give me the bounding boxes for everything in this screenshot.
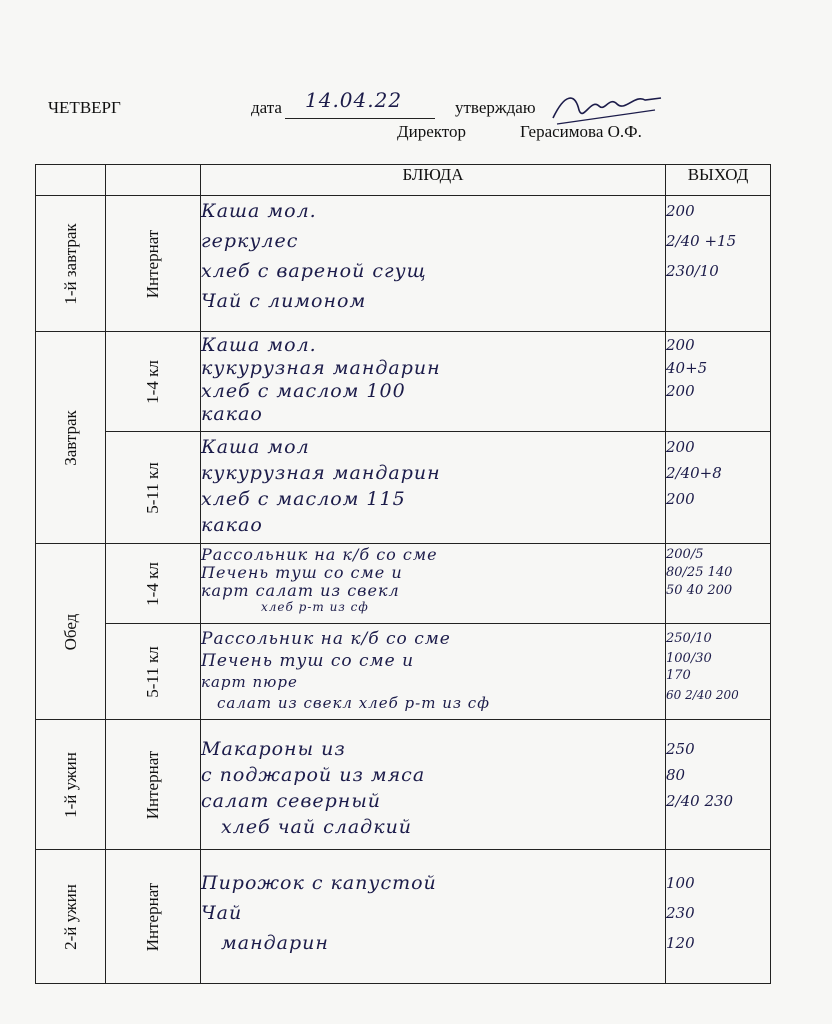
group-cell	[106, 624, 201, 720]
output-cell	[666, 432, 771, 544]
dish-line: Каша мол.	[201, 200, 317, 222]
dish-line: Печень туш со сме и	[201, 564, 403, 582]
group-cell	[106, 332, 201, 432]
approve-label: утверждаю	[455, 98, 536, 117]
group-cell	[106, 432, 201, 544]
dishes-column-header: БЛЮДА	[201, 165, 666, 196]
dish-line: Рассольник на к/б со сме	[201, 629, 451, 649]
dish-line: хлеб с вареной сгущ	[201, 260, 427, 282]
dish-line: Чай	[201, 902, 243, 924]
dish-line: хлеб с маслом 100	[201, 380, 406, 402]
output-line: 200	[666, 382, 695, 400]
group-cell	[106, 850, 201, 984]
output-line: 200/5	[666, 547, 704, 562]
dish-line: хлеб р-т из сф	[261, 600, 369, 614]
table-row	[36, 720, 771, 850]
table-row	[36, 850, 771, 984]
group-label: 1-4 кл	[143, 561, 162, 606]
dish-line: Рассольник на к/б со сме	[201, 546, 438, 564]
dishes-cell	[201, 432, 666, 544]
dish-line: с поджарой из мяса	[201, 764, 426, 786]
output-line: 80	[666, 766, 686, 784]
group-cell	[106, 720, 201, 850]
output-line: 200	[666, 438, 695, 456]
dish-line: карт пюре	[201, 673, 298, 691]
meal-cell	[36, 332, 106, 544]
dish-line: салат из свекл хлеб р-т из сф	[217, 694, 490, 712]
header-blank-1	[36, 165, 106, 196]
group-label: 1-4 кл	[143, 359, 162, 404]
meal-cell	[36, 544, 106, 720]
dish-line: Макароны из	[201, 738, 346, 760]
group-cell	[106, 544, 201, 624]
dish-line: геркулес	[201, 230, 299, 252]
output-line: 2/40 +15	[666, 232, 737, 250]
dish-line: хлеб чай сладкий	[221, 816, 413, 838]
menu-table	[35, 164, 771, 984]
output-cell	[666, 850, 771, 984]
output-line: 170	[666, 668, 691, 683]
output-cell	[666, 196, 771, 332]
date-label: дата	[251, 98, 282, 117]
meal-label: 1-й ужин	[60, 751, 80, 818]
date-value: 14.04.22	[305, 88, 403, 112]
output-line: 80/25 140	[666, 565, 733, 580]
output-line: 100/30	[666, 651, 712, 666]
table-row	[36, 432, 771, 544]
output-line: 250/10	[666, 631, 712, 646]
dish-line: какао	[201, 403, 263, 425]
output-cell	[666, 624, 771, 720]
group-cell	[106, 196, 201, 332]
meal-cell	[36, 850, 106, 984]
dish-line: салат северный	[201, 790, 382, 812]
meal-label: Обед	[60, 613, 80, 650]
day-heading: ЧЕТВЕРГ	[48, 98, 121, 117]
output-line: 200	[666, 490, 695, 508]
output-line: 2/40 230	[666, 792, 734, 810]
meal-label: 1-й завтрак	[60, 222, 80, 305]
output-line: 250	[666, 740, 695, 758]
output-column-header: ВЫХОД	[666, 165, 771, 196]
table-header-row	[36, 165, 771, 196]
date-underline	[285, 118, 435, 119]
dishes-cell	[201, 196, 666, 332]
meal-cell	[36, 720, 106, 850]
meal-label: Завтрак	[60, 409, 80, 466]
output-line: 60 2/40 200	[666, 688, 739, 702]
output-cell	[666, 332, 771, 432]
dish-line: Печень туш со сме и	[201, 651, 415, 671]
meal-label: 2-й ужин	[60, 883, 80, 950]
output-cell	[666, 720, 771, 850]
output-line: 120	[666, 934, 695, 952]
output-line: 50 40 200	[666, 583, 733, 598]
director-name: Герасимова О.Ф.	[520, 122, 642, 141]
table-row	[36, 624, 771, 720]
dish-line: кукурузная мандарин	[201, 462, 441, 484]
dishes-cell	[201, 544, 666, 624]
dish-line: хлеб с маслом 115	[201, 488, 406, 510]
dishes-cell	[201, 720, 666, 850]
output-line: 2/40+8	[666, 464, 722, 482]
group-label: Интернат	[143, 229, 162, 298]
output-line: 200	[666, 336, 695, 354]
dish-line: мандарин	[221, 932, 329, 954]
dishes-cell	[201, 624, 666, 720]
dishes-cell	[201, 850, 666, 984]
table-row	[36, 332, 771, 432]
dish-line: карт салат из свекл	[201, 582, 400, 600]
output-line: 230	[666, 904, 695, 922]
dish-line: Чай с лимоном	[201, 290, 367, 312]
group-label: 5-11 кл	[143, 461, 162, 514]
dish-line: Каша мол	[201, 436, 310, 458]
table-row	[36, 544, 771, 624]
dish-line: какао	[201, 514, 263, 536]
output-line: 100	[666, 874, 695, 892]
group-label: Интернат	[143, 882, 162, 951]
header-blank-2	[106, 165, 201, 196]
group-label: 5-11 кл	[143, 645, 162, 698]
dish-line: кукурузная мандарин	[201, 357, 441, 379]
group-label: Интернат	[143, 750, 162, 819]
output-line: 40+5	[666, 359, 708, 377]
output-line: 200	[666, 202, 695, 220]
output-line: 230/10	[666, 262, 719, 280]
meal-cell	[36, 196, 106, 332]
dishes-cell	[201, 332, 666, 432]
dish-line: Пирожок с капустой	[201, 872, 437, 894]
signature-icon	[545, 88, 665, 128]
director-label: Директор	[397, 122, 466, 141]
output-cell	[666, 544, 771, 624]
dish-line: Каша мол.	[201, 334, 317, 356]
table-row	[36, 196, 771, 332]
